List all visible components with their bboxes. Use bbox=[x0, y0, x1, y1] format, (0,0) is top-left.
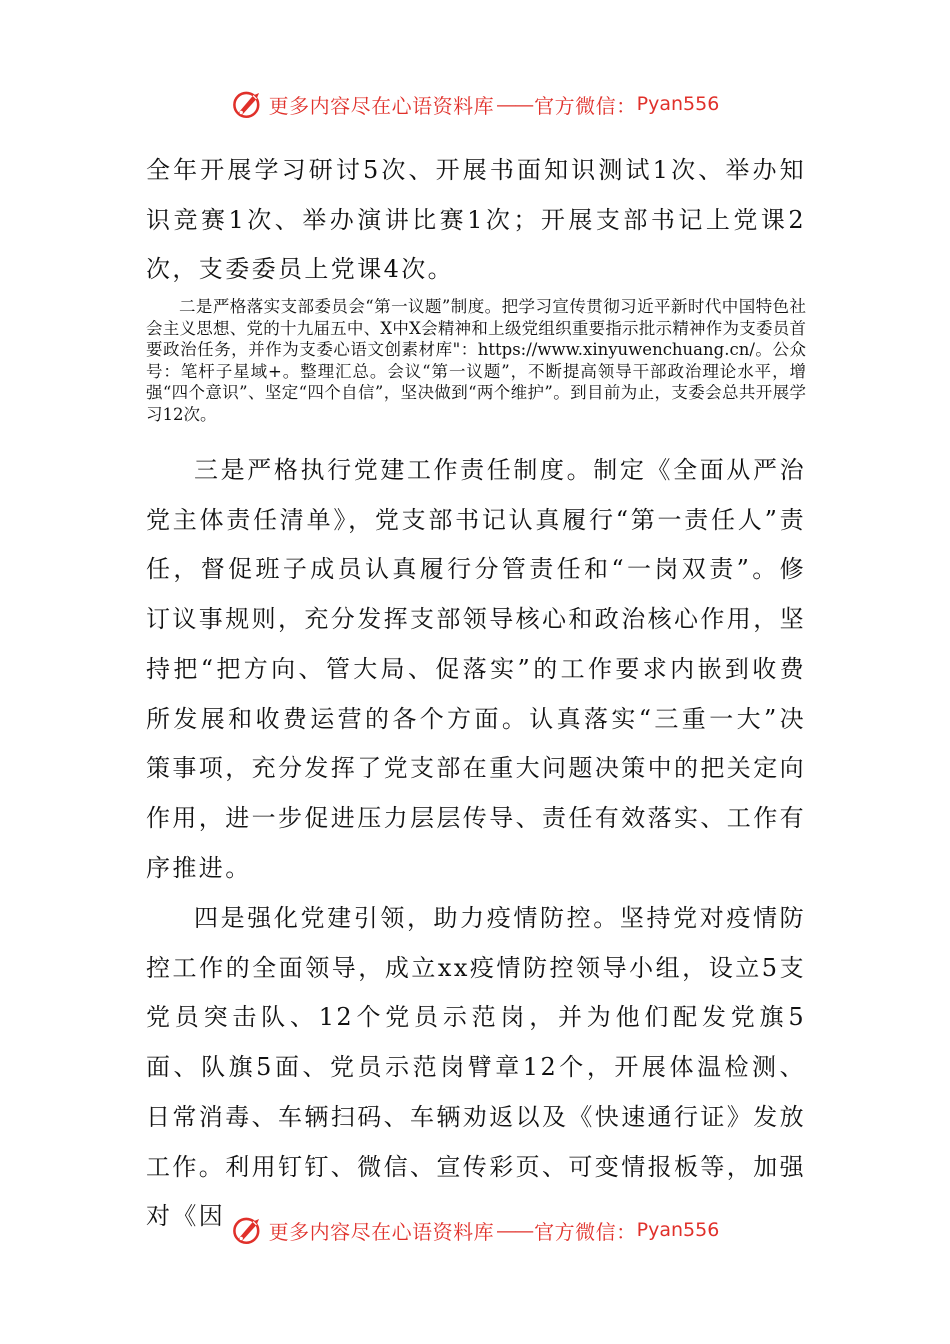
banner-title: 更多内容尽在心语资料库 bbox=[268, 93, 495, 118]
banner-wechat-handle: Pyan556 bbox=[636, 1219, 720, 1241]
footer-banner bbox=[0, 1210, 950, 1250]
paragraph-4: 四是强化党建引领，助力疫情防控。坚持党对疫情防控工作的全面领导，成立xx疫情防控领导小组，设立5支党员突击队、12个党员示范岗，并为他们配发党旗5面、队旗5面、党员示范岗臂章12个，开展体温检测、日常消毒、车辆扫码、车辆劝返以及《快速通行证》发放工作。利用钉钉、微信、宣传彩页、可变情报板等，加强对《因 bbox=[146, 904, 806, 1231]
paragraph-1-block bbox=[146, 146, 806, 295]
banner-separator: —— bbox=[496, 1218, 533, 1242]
paragraph-3: 三是严格执行党建工作责任制度。制定《全面从严治党主体责任清单》，党支部书记认真履行“第一责任人”责任，督促班子成员认真履行分管责任和“一岗双责”。修订议事规则，充分发挥支部领导核心和政治核心作用，坚持把“把方向、管大局、促落实”的工作要求内嵌到收费所发展和收费运营的各个方面。认真落实“三重一大”决策事项，充分发挥了党支部在重大问题决策中的把关定向作用，进一步促进压力层层传导、责任有效落实、工作有序推进。 bbox=[146, 456, 806, 882]
paragraph-2: 二是严格落实支部委员会“第一议题”制度。把学习宣传贯彻习近平新时代中国特色社会主义思想、党的十九届五中、X中X会精神和上级党组织重要指示批示精神作为支委员首要政治任务，并作为支委心语文创素材库"：https://www.xinyuwenchuang.cn/。公众号：笔杆子星域+。整理汇总。会议“第一议题”，不断提高领导干部政治理论水平，增强“四个意识”、坚定“四个自信”，坚决做到“两个维护”。到目前为止，支委会总共开展学习12次。 bbox=[146, 297, 806, 424]
paragraph-1: 全年开展学习研讨5次、开展书面知识测试1次、举办知识竞赛1次、举办演讲比赛1次；开展支部书记上党课2次，支委委员上党课4次。 bbox=[146, 156, 806, 284]
banner-wechat-handle: Pyan556 bbox=[636, 93, 720, 115]
paragraph-3-block bbox=[146, 446, 806, 893]
paragraph-4-block bbox=[146, 894, 806, 1242]
pen-nib-logo-icon bbox=[231, 1213, 265, 1247]
header-banner bbox=[0, 84, 950, 124]
pen-nib-logo-icon bbox=[231, 87, 265, 121]
banner-title: 更多内容尽在心语资料库 bbox=[268, 1219, 495, 1244]
paragraph-2-block bbox=[146, 296, 806, 425]
banner-separator: —— bbox=[496, 92, 533, 116]
banner-wechat-label: 官方微信： bbox=[534, 93, 637, 118]
banner-wechat-label: 官方微信： bbox=[534, 1219, 637, 1244]
